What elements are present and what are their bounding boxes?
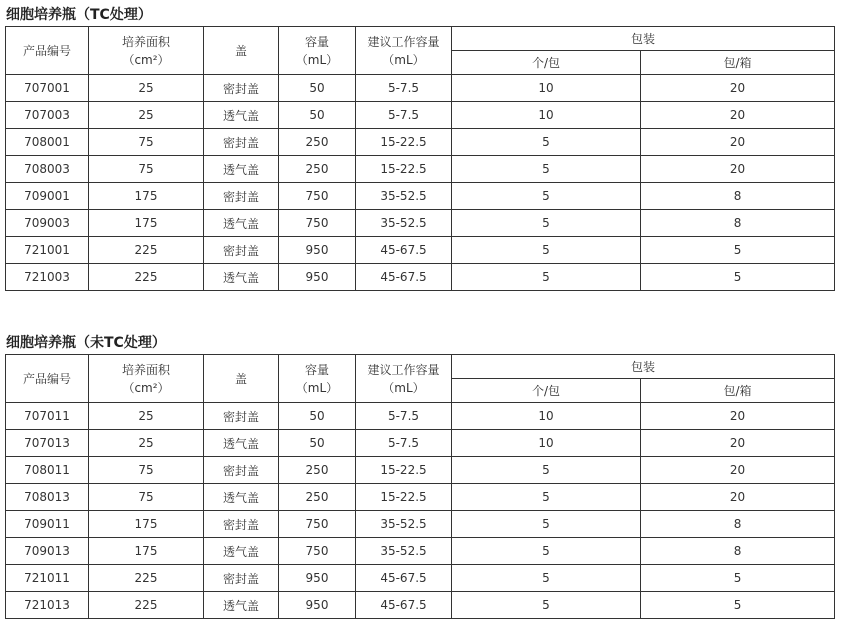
table-body	[6, 75, 835, 291]
header-volume-unit: （mL）	[295, 52, 339, 67]
header-area-unit: （cm²）	[122, 380, 170, 395]
cell-per-pack: 5	[452, 592, 641, 619]
cell-code: 709003	[6, 210, 89, 237]
cell-code: 709001	[6, 183, 89, 210]
cell-working-volume: 35-52.5	[356, 511, 452, 538]
cell-code: 709011	[6, 511, 89, 538]
cell-code: 707011	[6, 403, 89, 430]
cell-volume: 50	[279, 430, 356, 457]
cell-per-case: 8	[641, 538, 835, 565]
cell-working-volume: 5-7.5	[356, 102, 452, 129]
header-area-label: 培养面积	[121, 34, 170, 49]
cell-per-pack: 5	[452, 484, 641, 511]
cell-area: 225	[89, 264, 204, 291]
cell-working-volume: 5-7.5	[356, 430, 452, 457]
cell-per-case: 5	[641, 592, 835, 619]
cell-working-volume: 45-67.5	[356, 264, 452, 291]
cell-area: 175	[89, 511, 204, 538]
cell-volume: 250	[279, 156, 356, 183]
table-row	[6, 102, 835, 129]
cell-area: 25	[89, 403, 204, 430]
table-row	[6, 237, 835, 264]
cell-cap: 透气盖	[204, 592, 279, 619]
cell-per-case: 8	[641, 183, 835, 210]
header-working-volume	[356, 355, 452, 403]
cell-per-pack: 10	[452, 75, 641, 102]
header-area-unit: （cm²）	[122, 52, 170, 67]
cell-cap: 密封盖	[204, 403, 279, 430]
table-row	[6, 538, 835, 565]
cell-area: 75	[89, 156, 204, 183]
header-volume-label: 容量	[304, 362, 329, 377]
cell-code: 721011	[6, 565, 89, 592]
cell-cap: 透气盖	[204, 430, 279, 457]
cell-volume: 950	[279, 565, 356, 592]
cell-working-volume: 35-52.5	[356, 210, 452, 237]
header-per-case: 包/箱	[641, 51, 835, 75]
cell-per-pack: 5	[452, 210, 641, 237]
cell-per-pack: 5	[452, 538, 641, 565]
cell-cap: 密封盖	[204, 237, 279, 264]
cell-per-case: 20	[641, 102, 835, 129]
cell-code: 721013	[6, 592, 89, 619]
cell-per-pack: 5	[452, 264, 641, 291]
cell-per-case: 20	[641, 430, 835, 457]
cell-per-pack: 10	[452, 102, 641, 129]
cell-working-volume: 15-22.5	[356, 457, 452, 484]
cell-per-case: 8	[641, 511, 835, 538]
cell-per-case: 20	[641, 484, 835, 511]
header-volume	[279, 355, 356, 403]
header-working-volume	[356, 27, 452, 75]
cell-working-volume: 35-52.5	[356, 538, 452, 565]
cell-per-pack: 5	[452, 511, 641, 538]
cell-code: 708011	[6, 457, 89, 484]
section-title: 细胞培养瓶（TC处理）	[6, 7, 152, 23]
cell-area: 225	[89, 592, 204, 619]
table-body	[6, 403, 835, 619]
cell-area: 25	[89, 75, 204, 102]
cell-code: 721001	[6, 237, 89, 264]
cell-code: 708013	[6, 484, 89, 511]
header-working-label: 建议工作容量	[367, 362, 440, 377]
cell-working-volume: 45-67.5	[356, 565, 452, 592]
cell-volume: 950	[279, 237, 356, 264]
cell-volume: 950	[279, 592, 356, 619]
table-row	[6, 75, 835, 102]
cell-area: 175	[89, 183, 204, 210]
cell-working-volume: 45-67.5	[356, 592, 452, 619]
table-row	[6, 430, 835, 457]
cell-cap: 密封盖	[204, 183, 279, 210]
cell-working-volume: 5-7.5	[356, 403, 452, 430]
cell-working-volume: 15-22.5	[356, 484, 452, 511]
cell-volume: 750	[279, 210, 356, 237]
cell-volume: 50	[279, 75, 356, 102]
cell-cap: 密封盖	[204, 457, 279, 484]
cell-code: 721003	[6, 264, 89, 291]
cell-volume: 750	[279, 511, 356, 538]
table-row	[6, 210, 835, 237]
header-area	[89, 27, 204, 75]
table-row	[6, 457, 835, 484]
cell-area: 75	[89, 457, 204, 484]
table-row	[6, 592, 835, 619]
cell-working-volume: 35-52.5	[356, 183, 452, 210]
cell-per-case: 20	[641, 129, 835, 156]
cell-cap: 透气盖	[204, 210, 279, 237]
cell-code: 707013	[6, 430, 89, 457]
header-per-pack: 个/包	[452, 379, 641, 403]
cell-area: 75	[89, 484, 204, 511]
cell-area: 175	[89, 210, 204, 237]
header-area-label: 培养面积	[121, 362, 170, 377]
cell-area: 25	[89, 102, 204, 129]
cell-volume: 750	[279, 538, 356, 565]
header-working-label: 建议工作容量	[367, 34, 440, 49]
header-volume-label: 容量	[304, 34, 329, 49]
header-code: 产品编号	[6, 355, 89, 403]
header-working-unit: （mL）	[382, 380, 425, 395]
cell-area: 75	[89, 129, 204, 156]
cell-code: 707001	[6, 75, 89, 102]
table-row	[6, 156, 835, 183]
cell-code: 708003	[6, 156, 89, 183]
cell-volume: 950	[279, 264, 356, 291]
cell-per-case: 20	[641, 403, 835, 430]
table-row	[6, 129, 835, 156]
cell-code: 708001	[6, 129, 89, 156]
cell-per-pack: 5	[452, 237, 641, 264]
header-area	[89, 355, 204, 403]
cell-per-pack: 10	[452, 430, 641, 457]
table-row	[6, 511, 835, 538]
cell-per-case: 5	[641, 237, 835, 264]
cell-volume: 50	[279, 102, 356, 129]
cell-area: 25	[89, 430, 204, 457]
cell-per-case: 5	[641, 565, 835, 592]
cell-volume: 50	[279, 403, 356, 430]
table-row	[6, 403, 835, 430]
header-per-pack: 个/包	[452, 51, 641, 75]
cell-cap: 密封盖	[204, 511, 279, 538]
cell-cap: 透气盖	[204, 484, 279, 511]
cell-per-case: 20	[641, 75, 835, 102]
header-volume	[279, 27, 356, 75]
cell-cap: 透气盖	[204, 264, 279, 291]
cell-volume: 250	[279, 484, 356, 511]
header-working-unit: （mL）	[382, 52, 425, 67]
cell-working-volume: 15-22.5	[356, 129, 452, 156]
cell-area: 225	[89, 565, 204, 592]
cell-per-case: 20	[641, 156, 835, 183]
cell-cap: 透气盖	[204, 156, 279, 183]
header-per-case: 包/箱	[641, 379, 835, 403]
cell-working-volume: 45-67.5	[356, 237, 452, 264]
cell-per-pack: 10	[452, 403, 641, 430]
header-code: 产品编号	[6, 27, 89, 75]
cell-working-volume: 5-7.5	[356, 75, 452, 102]
cell-volume: 250	[279, 129, 356, 156]
cell-per-pack: 5	[452, 156, 641, 183]
cell-per-case: 8	[641, 210, 835, 237]
cell-working-volume: 15-22.5	[356, 156, 452, 183]
header-volume-unit: （mL）	[295, 380, 339, 395]
cell-code: 707003	[6, 102, 89, 129]
header-pack: 包装	[452, 27, 835, 51]
header-pack: 包装	[452, 355, 835, 379]
cell-per-case: 5	[641, 264, 835, 291]
cell-cap: 透气盖	[204, 538, 279, 565]
cell-per-pack: 5	[452, 183, 641, 210]
table-row	[6, 264, 835, 291]
product-table	[5, 26, 835, 291]
header-cap: 盖	[204, 27, 279, 75]
cell-area: 225	[89, 237, 204, 264]
table-row	[6, 484, 835, 511]
header-cap: 盖	[204, 355, 279, 403]
cell-per-case: 20	[641, 457, 835, 484]
product-table	[5, 354, 835, 619]
cell-per-pack: 5	[452, 565, 641, 592]
table-row	[6, 183, 835, 210]
cell-per-pack: 5	[452, 457, 641, 484]
section-title: 细胞培养瓶（未TC处理）	[6, 335, 166, 351]
cell-code: 709013	[6, 538, 89, 565]
cell-cap: 密封盖	[204, 75, 279, 102]
cell-volume: 750	[279, 183, 356, 210]
cell-per-pack: 5	[452, 129, 641, 156]
cell-volume: 250	[279, 457, 356, 484]
cell-cap: 透气盖	[204, 102, 279, 129]
cell-cap: 密封盖	[204, 565, 279, 592]
cell-area: 175	[89, 538, 204, 565]
table-row	[6, 565, 835, 592]
cell-cap: 密封盖	[204, 129, 279, 156]
